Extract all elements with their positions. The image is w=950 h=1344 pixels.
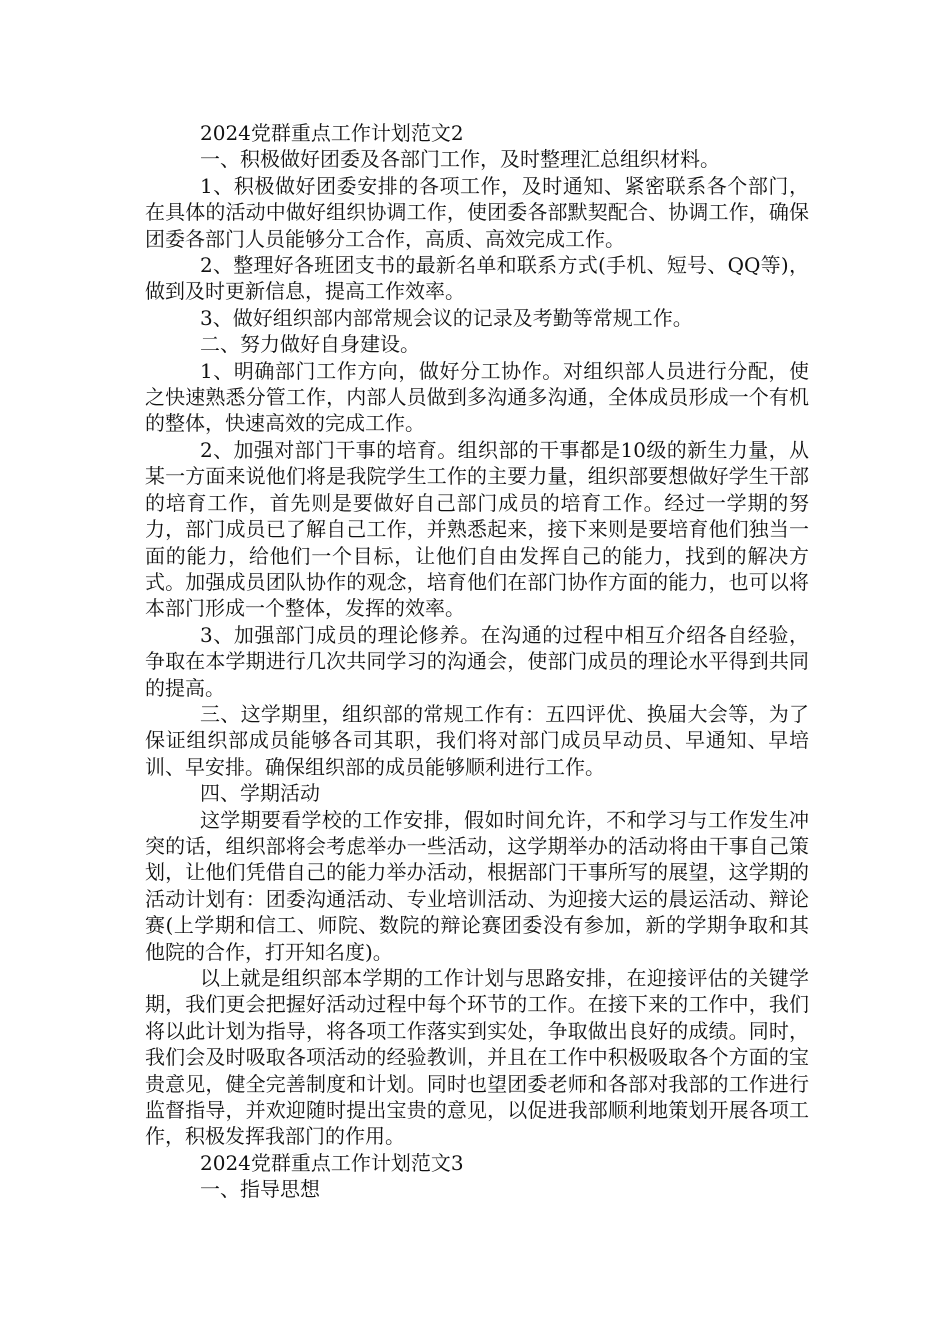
section-heading: 一、积极做好团委及各部门工作，及时整理汇总组织材料。 [200, 147, 720, 172]
section-title: 2024党群重点工作计划范文3 [200, 1150, 464, 1175]
body-paragraph: 以上就是组织部本学期的工作计划与思路安排，在迎接评估的关键学期，我们更会把握好活动过程中每个环节的工作。在接下来的工作中，我们将以此计划为指导，将各项工作落实到实处，争取做出良好的成绩。同时，我们会及时吸取各项活动的经验教训，并且在工作中积极吸取各个方面的宝贵意见，健全完善制度和计划。同时也望团委老师和各部对我部的工作进行监督指导，并欢迎随时提出宝贵的意见，以促进我部顺利地策划开展各项工作，积极发挥我部门的作用。 [145, 966, 809, 1149]
body-paragraph: 这学期要看学校的工作安排，假如时间允许，不和学习与工作发生冲突的话，组织部将会考虑举办一些活动，这学期举办的活动将由干事自己策划，让他们凭借自己的能力举办活动，根据部门干事所写的展望，这学期的活动计划有：团委沟通活动、专业培训活动、为迎接大运的晨运活动、辩论赛(上学期和信工、师院、数院的辩论赛团委没有参加，新的学期争取和其他院的合作，打开知名度)。 [145, 807, 809, 964]
body-paragraph: 3、做好组织部内部常规会议的记录及考勤等常规工作。 [200, 305, 693, 330]
body-paragraph: 1、积极做好团委安排的各项工作，及时通知、紧密联系各个部门，在具体的活动中做好组织协调工作，使团委各部默契配合、协调工作，确保团委各部门人员能够分工合作，高质、高效完成工作。 [145, 173, 809, 251]
document-body [145, 120, 809, 1203]
body-paragraph: 1、明确部门工作方向，做好分工协作。对组织部人员进行分配，使之快速熟悉分管工作，内部人员做到多沟通多沟通，全体成员形成一个有机的整体，快速高效的完成工作。 [145, 358, 809, 436]
section-heading: 四、学期活动 [200, 781, 320, 806]
body-paragraph: 3、加强部门成员的理论修养。在沟通的过程中相互介绍各自经验，争取在本学期进行几次共同学习的沟通会，使部门成员的理论水平得到共同的提高。 [145, 622, 809, 700]
section-title: 2024党群重点工作计划范文2 [200, 121, 464, 145]
body-paragraph: 2、整理好各班团支书的最新名单和联系方式(手机、短号、QQ等)，做到及时更新信息，提高工作效率。 [145, 253, 809, 304]
section-heading: 一、指导思想 [200, 1177, 320, 1202]
body-paragraph: 2、加强对部门干事的培育。组织部的干事都是10级的新生力量，从某一方面来说他们将是我院学生工作的主要力量，组织部要想做好学生干部的培育工作，首先则是要做好自己部门成员的培育工作。经过一学期的努力，部门成员已了解自己工作，并熟悉起来，接下来则是要培育他们独当一面的能力，给他们一个目标，让他们自由发挥自己的能力，找到的解决方式。加强成员团队协作的观念，培育他们在部门协作方面的能力，也可以将本部门形成一个整体，发挥的效率。 [145, 437, 809, 621]
section-heading: 二、努力做好自身建设。 [200, 332, 420, 357]
body-paragraph: 三、这学期里，组织部的常规工作有：五四评优、换届大会等，为了保证组织部成员能够各司其职，我们将对部门成员早动员、早通知、早培训、早安排。确保组织部的成员能够顺利进行工作。 [145, 701, 809, 779]
